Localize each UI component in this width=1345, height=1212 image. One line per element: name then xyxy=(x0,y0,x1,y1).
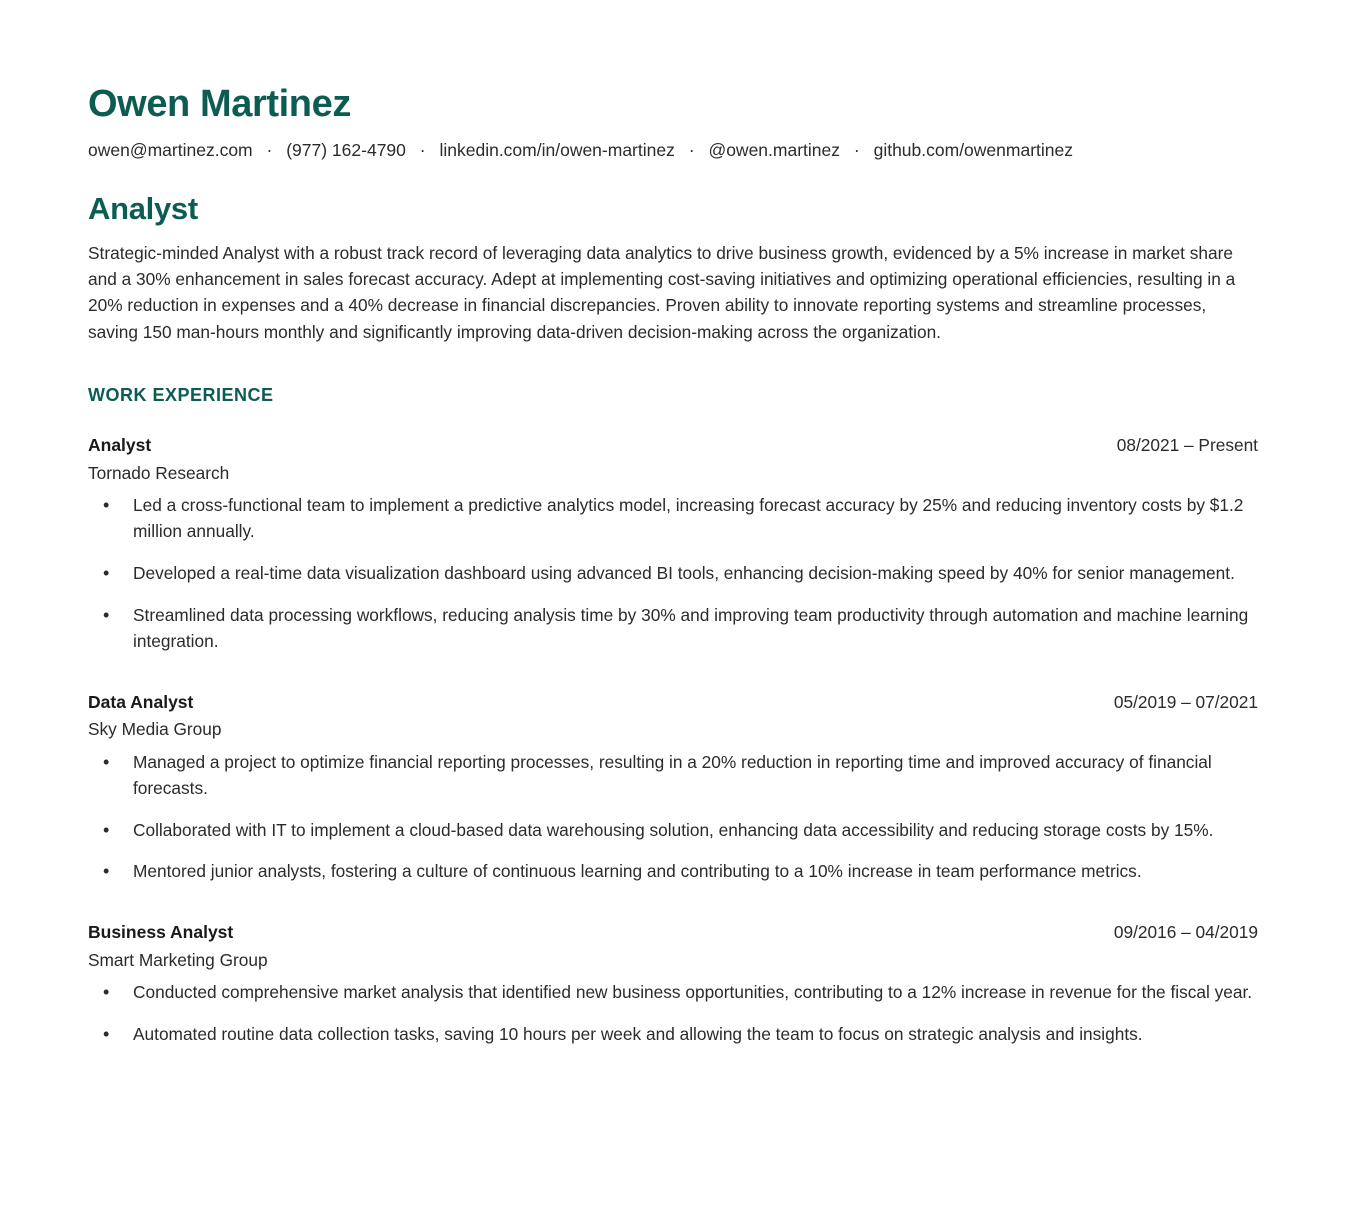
contact-handle[interactable]: @owen.martinez xyxy=(708,140,841,161)
section-heading-work-experience: WORK EXPERIENCE xyxy=(88,385,274,405)
work-experience-entry xyxy=(88,691,1258,886)
job-title: Analyst xyxy=(88,435,152,455)
contact-phone[interactable]: (977) 162-4790 xyxy=(286,140,406,161)
role-title: Analyst xyxy=(88,190,198,226)
job-dates: 08/2021 – Present xyxy=(1116,435,1258,455)
job-header xyxy=(88,921,1258,945)
candidate-name: Owen Martinez xyxy=(88,83,351,125)
job-bullet: • Led a cross-functional team to implement a predictive analytics model, increasing forecast accuracy by 25% and reducing inventory costs by $1.2 million annually. xyxy=(88,493,1258,545)
contact-line xyxy=(88,139,1258,162)
job-dates: 05/2019 – 07/2021 xyxy=(1113,691,1258,712)
job-bullet-list xyxy=(88,750,1258,886)
job-bullet-list xyxy=(88,980,1258,1048)
contact-separator-icon: · xyxy=(853,140,860,161)
job-bullet: • Managed a project to optimize financial reporting processes, resulting in a 20% reduction in reporting time and improved accuracy of financial forecasts. xyxy=(88,750,1258,802)
job-dates: 09/2016 – 04/2019 xyxy=(1113,922,1258,943)
job-bullet: • Automated routine data collection tasks, saving 10 hours per week and allowing the team to focus on strategic analysis and insights. xyxy=(88,1022,1258,1048)
work-experience-entry xyxy=(88,921,1258,1048)
job-bullet: • Developed a real-time data visualization dashboard using advanced BI tools, enhancing decision-making speed by 40% for senior management. xyxy=(88,561,1258,587)
job-bullet: • Mentored junior analysts, fostering a culture of continuous learning and contributing to a 10% increase in team performance metrics. xyxy=(88,859,1258,885)
job-company: Smart Marketing Group xyxy=(88,950,268,970)
contact-separator-icon: · xyxy=(688,140,695,161)
job-bullet-list xyxy=(88,493,1258,655)
contact-separator-icon: · xyxy=(419,140,426,161)
job-company: Sky Media Group xyxy=(88,719,222,740)
job-bullet: • Conducted comprehensive market analysis that identified new business opportunities, contributing to a 12% increase in revenue for the fiscal year. xyxy=(88,980,1258,1006)
profile-summary: Strategic-minded Analyst with a robust track record of leveraging data analytics to drive business growth, evidenced by a 5% increase in market share and a 30% enhancement in sales forecast accuracy. Adept at implementing cost-saving initiatives and optimizing operational efficiencies, resulting in a 20% reduction in expenses and a 40% decrease in financial discrepancies. Proven ability to innovate reporting systems and streamline processes, saving 150 man-hours monthly and significantly improving data-driven decision-making across the organization. xyxy=(88,242,1236,342)
job-title: Data Analyst xyxy=(88,691,194,712)
contact-linkedin[interactable]: linkedin.com/in/owen-martinez xyxy=(439,140,675,161)
job-title: Business Analyst xyxy=(88,922,234,943)
profile-section xyxy=(88,192,1258,345)
resume-content xyxy=(88,84,1258,1048)
contact-email[interactable]: owen@martinez.com xyxy=(88,140,253,161)
work-experience-entry xyxy=(88,434,1258,655)
job-header xyxy=(88,691,1258,715)
job-company: Tornado Research xyxy=(88,462,230,483)
job-header xyxy=(88,434,1258,458)
resume-header xyxy=(88,84,1258,162)
job-bullet: • Streamlined data processing workflows, reducing analysis time by 30% and improving team productivity through automation and machine learning integration. xyxy=(88,603,1258,655)
contact-github[interactable]: github.com/owenmartinez xyxy=(873,140,1073,161)
job-bullet: • Collaborated with IT to implement a cloud-based data warehousing solution, enhancing data accessibility and reducing storage costs by 15%. xyxy=(88,818,1258,844)
work-experience-section xyxy=(88,385,1258,1048)
contact-separator-icon: · xyxy=(266,140,273,161)
